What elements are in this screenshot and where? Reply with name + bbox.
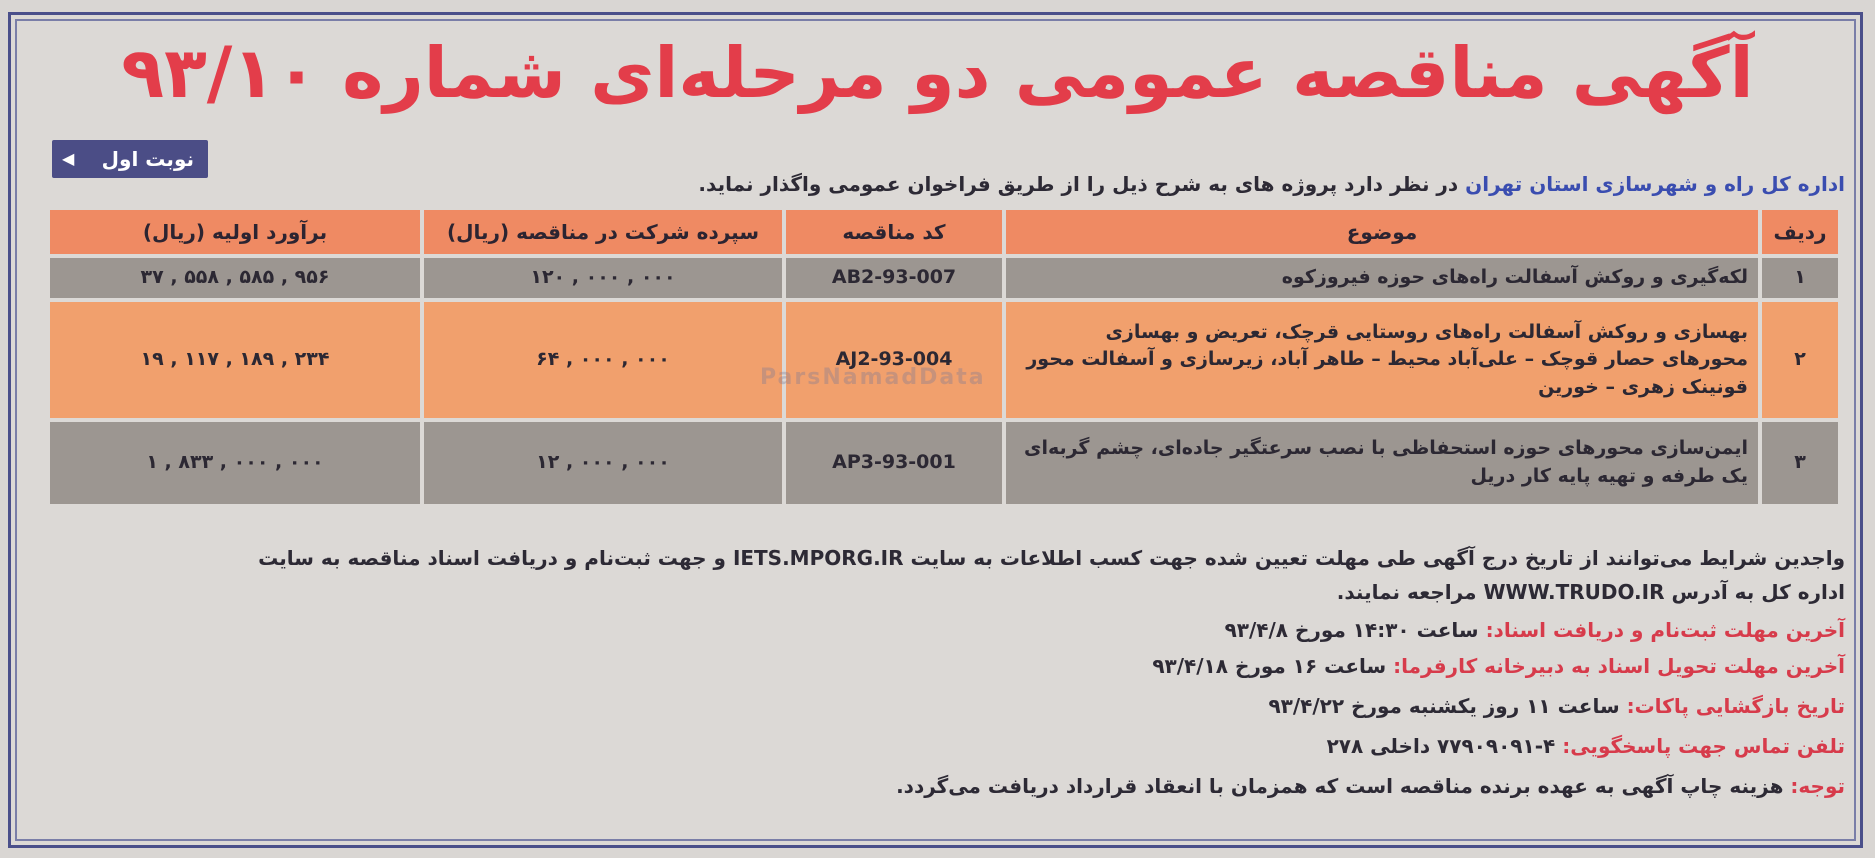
header-subject: موضوع [1006,210,1758,254]
table-row [50,258,1838,298]
cell-deposit: ۱۲۰ , ۰۰۰ , ۰۰۰ [424,258,782,298]
intro-org: اداره کل راه و شهرسازی استان تهران [1465,172,1845,196]
detail-label: آخرین مهلت تحویل اسناد به دبیرخانه کارفرما: [1393,654,1845,678]
triangle-left-icon: ◀ [62,149,75,168]
detail-value: هزینه چاپ آگهی به عهده برنده مناقصه است که همزمان با انعقاد قرارداد دریافت می‌گردد. [896,774,1791,798]
table-header-row [50,210,1838,254]
cell-code: AJ2-93-004 [786,302,1002,418]
detail-label: تاریخ بازگشایی پاکات: [1626,694,1845,718]
cell-subject: بهسازی و روکش آسفالت راه‌های روستایی قرچک، تعریض و بهسازی محورهای حصار قوچک – علی‌آباد محیط – طاهر آباد، زیرسازی و آسفالت محور قونینک زهری – خورین [1006,302,1758,418]
intro-text [45,172,1845,196]
watermark-text: ParsNamadData [760,365,986,390]
detail-contact-phone [35,734,1845,758]
round-badge-label: نوبت اول [101,147,194,171]
header-estimate: برآورد اولیه (ریال) [50,210,420,254]
ad-title: آگهی مناقصه عمومی دو مرحله‌ای شماره ۹۳/۱۰ [121,32,1754,114]
detail-delivery-deadline [35,654,1845,678]
detail-value: ساعت ۱۶ مورخ ۹۳/۴/۱۸ [1152,654,1394,678]
cell-estimate: ۱ , ۸۳۳ , ۰۰۰ , ۰۰۰ [50,422,420,504]
header-row-number: ردیف [1762,210,1838,254]
detail-value: ساعت ۱۱ روز یکشنبه مورخ ۹۳/۴/۲۲ [1268,694,1627,718]
table-row [50,302,1838,418]
detail-opening-date [35,694,1845,718]
cell-estimate: ۱۹ , ۱۱۷ , ۱۸۹ , ۲۳۴ [50,302,420,418]
detail-registration-deadline [35,618,1845,642]
cell-subject: لکه‌گیری و روکش آسفالت راه‌های حوزه فیروزکوه [1006,258,1758,298]
cell-subject: ایمن‌سازی محورهای حوزه استحفاظی با نصب سرعتگیر جاده‌ای، چشم گربه‌ای یک طرفه و تهیه پایه کار دریل [1006,422,1758,504]
detail-note [35,774,1845,798]
cell-deposit: ۶۴ , ۰۰۰ , ۰۰۰ [424,302,782,418]
cell-row-number: ۳ [1762,422,1838,504]
header-deposit: سپرده شرکت در مناقصه (ریال) [424,210,782,254]
detail-value: ۴-۷۷۹۰۹۰۹۱ داخلی ۲۷۸ [1326,734,1563,758]
header-code: کد مناقصه [786,210,1002,254]
detail-label: تلفن تماس جهت پاسخگویی: [1562,734,1845,758]
cell-deposit: ۱۲ , ۰۰۰ , ۰۰۰ [424,422,782,504]
cell-code: AP3-93-001 [786,422,1002,504]
cell-code: AB2-93-007 [786,258,1002,298]
conditions-line-2: اداره کل به آدرس WWW.TRUDO.IR مراجعه نمایند. [1336,580,1845,604]
cell-row-number: ۲ [1762,302,1838,418]
detail-label: آخرین مهلت ثبت‌نام و دریافت اسناد: [1485,618,1845,642]
intro-body: در نظر دارد پروژه های به شرح ذیل را از طریق فراخوان عمومی واگذار نماید. [698,172,1466,196]
conditions-line-1: واجدین شرایط می‌توانند از تاریخ درج آگهی طی مهلت تعیین شده جهت کسب اطلاعات به سایت IETS.MPORG.IR و جهت ثبت‌نام و دریافت اسناد مناقصه به سایت [258,546,1845,570]
tender-table [46,206,1842,508]
detail-value: ساعت ۱۴:۳۰ مورخ ۹۳/۴/۸ [1224,618,1486,642]
cell-row-number: ۱ [1762,258,1838,298]
cell-estimate: ۳۷ , ۵۵۸ , ۵۸۵ , ۹۵۶ [50,258,420,298]
detail-label: توجه: [1790,774,1845,798]
table-row [50,422,1838,504]
